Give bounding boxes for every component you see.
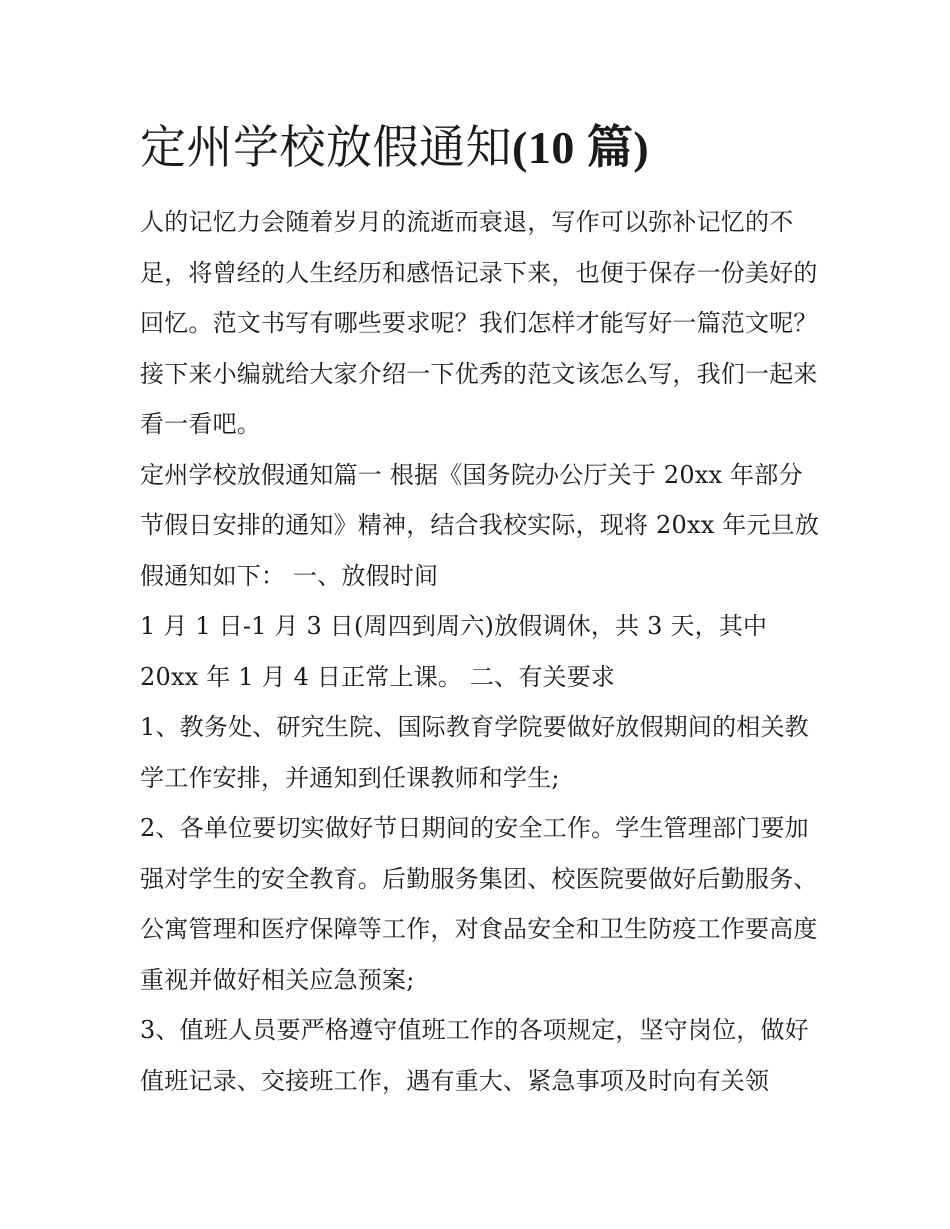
title-count: (10 篇) [512,122,650,173]
requirement-3-paragraph: 3、值班人员要严格遵守值班工作的各项规定，坚守岗位，做好值班记录、交接班工作，遇有重大、紧急事项及时向有关领 [140,1016,809,1095]
intro-paragraph: 人的记忆力会随着岁月的流逝而衰退，写作可以弥补记忆的不足，将曾经的人生经历和感悟记录下来，也便于保存一份美好的回忆。范文书写有哪些要求呢？我们怎样才能写好一篇范文呢？接下来小编就给大家介绍一下优秀的范文该怎么写，我们一起来看一看吧。 [140,208,818,438]
document-title [140,112,820,183]
document-body [140,197,820,1106]
requirement-2-paragraph: 2、各单位要切实做好节日期间的安全工作。学生管理部门要加强对学生的安全教育。后勤服务集团、校医院要做好后勤服务、公寓管理和医疗保障等工作，对食品安全和卫生防疫工作要高度重视并做好相关应急预案; [140,814,818,994]
requirement-1-paragraph: 1、教务处、研究生院、国际教育学院要做好放假期间的相关教学工作安排，并通知到任课教师和学生; [140,713,809,792]
document-page [140,112,820,1106]
notice-paragraph: 定州学校放假通知篇一 根据《国务院办公厅关于 20xx 年部分节假日安排的通知》精神，结合我校实际，现将 20xx 年元旦放假通知如下： 一、放假时间 [140,460,820,590]
title-text: 定州学校放假通知 [140,120,512,174]
holiday-time-paragraph: 1 月 1 日-1 月 3 日(周四到周六)放假调休，共 3 天，其中 20xx 年 1 月 4 日正常上课。 二、有关要求 [140,612,768,691]
